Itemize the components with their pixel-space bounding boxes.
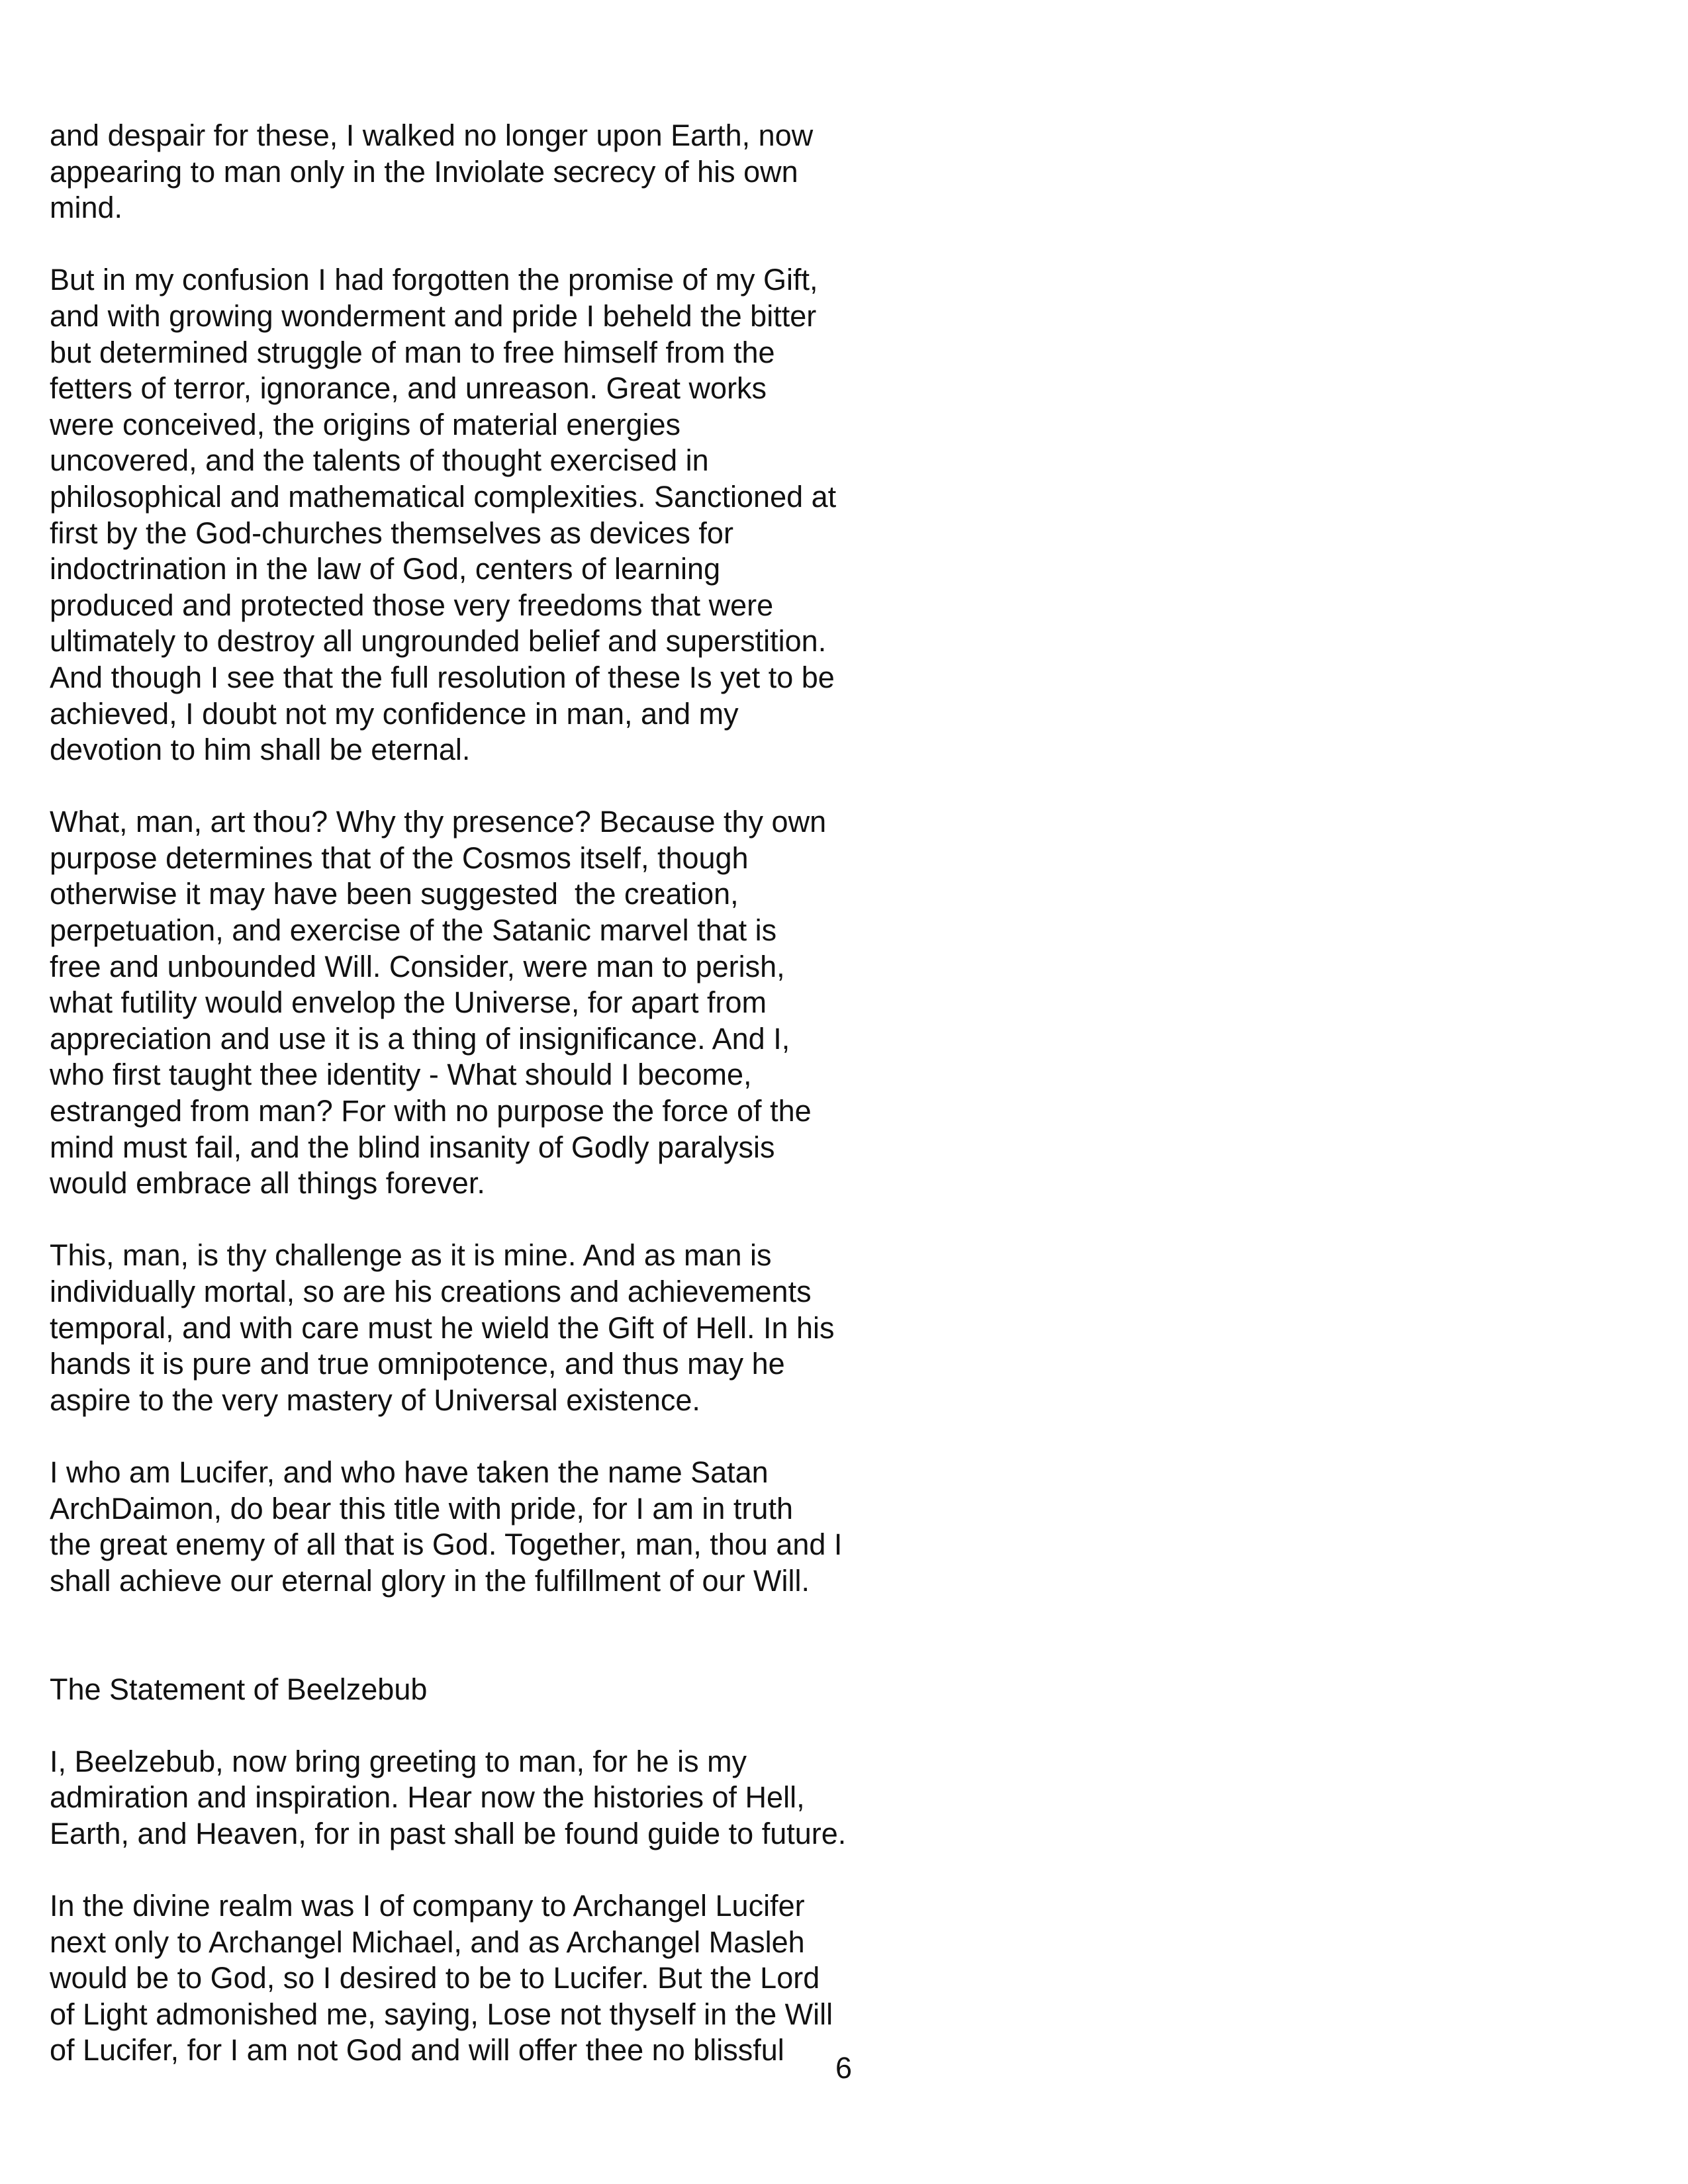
- text-line: aspire to the very mastery of Universal existence.: [50, 1383, 700, 1417]
- text-line: and with growing wonderment and pride I beheld the bitter: [50, 298, 817, 333]
- text-line: who first taught thee identity - What should I become,: [50, 1058, 752, 1092]
- paragraph-3: [50, 804, 930, 1202]
- text-line: ultimately to destroy all ungrounded belief and superstition.: [50, 624, 827, 659]
- text-line: fetters of terror, ignorance, and unreason. Great works: [50, 371, 767, 406]
- text-line: produced and protected those very freedoms that were: [50, 588, 774, 622]
- text-line: individually mortal, so are his creations and achievements: [50, 1275, 812, 1308]
- paragraph-5: [50, 1455, 930, 1599]
- text-line: temporal, and with care must he wield the Gift of Hell. In his: [50, 1310, 835, 1345]
- section-heading: [50, 1672, 930, 1708]
- body-text: [50, 118, 930, 2069]
- text-line: free and unbounded Will. Consider, were man to perish,: [50, 949, 785, 983]
- text-line: first by the God-churches themselves as devices for: [50, 516, 733, 550]
- text-line: mind must fail, and the blind insanity of Godly paralysis: [50, 1130, 775, 1164]
- paragraph-4: [50, 1238, 930, 1418]
- text-line: but determined struggle of man to free himself from the: [50, 335, 775, 369]
- text-line: indoctrination in the law of God, centers of learning: [50, 552, 721, 586]
- text-line: admiration and inspiration. Hear now the histories of Hell,: [50, 1780, 805, 1815]
- text-line: achieved, I doubt not my confidence in man, and my: [50, 696, 739, 731]
- text-line: In the divine realm was I of company to Archangel Lucifer: [50, 1889, 805, 1923]
- paragraph-6: [50, 1744, 930, 1852]
- text-line: were conceived, the origins of material energies: [50, 407, 680, 441]
- text-line: And though I see that the full resolution of these Is yet to be: [50, 660, 835, 694]
- text-line: philosophical and mathematical complexities. Sanctioned at: [50, 479, 837, 514]
- text-line: and despair for these, I walked no longer upon Earth, now: [50, 118, 814, 152]
- text-line: ArchDaimon, do bear this title with pride, for I am in truth: [50, 1491, 793, 1525]
- paragraph-1: [50, 118, 930, 226]
- heading-text: The Statement of Beelzebub: [50, 1672, 428, 1706]
- text-line: next only to Archangel Michael, and as Archangel Masleh: [50, 1925, 805, 1959]
- paragraph-2: [50, 262, 930, 768]
- text-line: estranged from man? For with no purpose the force of the: [50, 1094, 812, 1128]
- text-line: appearing to man only in the Inviolate secrecy of his own: [50, 154, 798, 189]
- paragraph-7: [50, 1888, 930, 2069]
- text-line: of Light admonished me, saying, Lose not thyself in the Will: [50, 1997, 833, 2031]
- text-line: purpose determines that of the Cosmos itself, though: [50, 841, 749, 875]
- text-line: would be to God, so I desired to be to Lucifer. But the Lord: [50, 1961, 820, 1995]
- text-line: This, man, is thy challenge as it is mine. And as man is: [50, 1238, 772, 1273]
- text-line: I, Beelzebub, now bring greeting to man, for he is my: [50, 1744, 747, 1778]
- text-line: uncovered, and the talents of thought exercised in: [50, 443, 709, 478]
- text-line: devotion to him shall be eternal.: [50, 733, 471, 767]
- text-line: otherwise it may have been suggested the creation,: [50, 877, 739, 911]
- text-line: the great enemy of all that is God. Together, man, thou and I: [50, 1527, 843, 1562]
- text-line: But in my confusion I had forgotten the promise of my Gift,: [50, 263, 818, 297]
- text-line: perpetuation, and exercise of the Satanic marvel that is: [50, 913, 777, 948]
- text-line: of Lucifer, for I am not God and will offer thee no blissful: [50, 2033, 784, 2068]
- text-line: appreciation and use it is a thing of insignificance. And I,: [50, 1021, 790, 1056]
- page-number: 6: [835, 2051, 853, 2085]
- text-line: What, man, art thou? Why thy presence? Because thy own: [50, 805, 827, 839]
- text-line: mind.: [50, 191, 123, 225]
- text-line: what futility would envelop the Universe, for apart from: [50, 985, 767, 1020]
- text-line: would embrace all things forever.: [50, 1166, 485, 1201]
- text-line: Earth, and Heaven, for in past shall be found guide to future.: [50, 1816, 847, 1850]
- text-line: shall achieve our eternal glory in the fulfillment of our Will.: [50, 1563, 810, 1598]
- spacer: [50, 1599, 930, 1635]
- text-line: hands it is pure and true omnipotence, and thus may he: [50, 1347, 785, 1381]
- text-line: I who am Lucifer, and who have taken the name Satan: [50, 1455, 769, 1489]
